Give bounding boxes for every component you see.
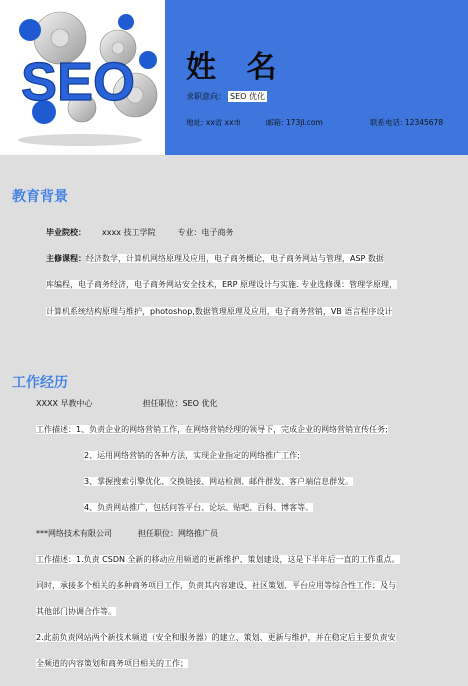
work-desc-1-line-2 [84,450,300,461]
work-desc-1-text-4: 4、负责网站推广，包括问答平台、论坛、贴吧、百科、博客等。 [84,503,314,512]
education-section-title: 教育背景 [12,189,68,205]
courses-text-3: 计算机系统结构原理与维护，photoshop,数据管理原理及应用，电子商务营销，VB 语言程序设计 [46,307,393,316]
work-section-title: 工作经历 [12,375,68,391]
address-text: 地址: xx省 xx市 [186,118,242,127]
work-desc-1-line-4 [84,502,313,513]
seo-gears-logo [0,0,165,155]
school-value: xxxx 技工学院 [102,228,156,237]
courses-line-2 [46,279,397,290]
major-text: 专业：电子商务 [177,228,234,237]
school-line [46,227,233,238]
courses-label: 主修课程： [46,254,86,263]
company-1-line [36,398,217,409]
job-intent [186,91,267,102]
work-desc-2-line-4 [36,632,396,643]
phone-text: 联系电话: 12345678 [370,118,444,127]
email-text: 邮箱: 173jl.com [266,118,323,127]
work-desc-2-text-2: 同时，承接多个相关的多种商务项目工作，负责其内容建设、社区策划、平台应用等综合性工作；及与 [36,581,396,590]
work-desc-1-text-3: 3、掌握搜索引擎优化、交换链接、网站检测、邮件群发、客户端信息群发。 [84,477,354,486]
work-desc-1-text-2: 2、运用网络营销的各种方法，实现企业指定的网络推广工作; [84,451,300,460]
work-desc-1-line-3 [84,476,353,487]
seo-logo-text: SEO [20,52,136,112]
courses-text-1: 经济数学，计算机网络原理及应用，电子商务概论，电子商务网站与管理，ASP 数据 [86,254,384,263]
courses-line-1 [46,253,384,264]
resume-name: 姓 名 [186,50,287,85]
company-2-position: 担任职位：网络推广员 [138,529,218,538]
company-1-position: 担任职位：SEO 优化 [142,399,218,408]
work-desc-2-text-5: 全频道的内容策划和商务项目相关的工作； [36,659,188,668]
company-2-line [36,528,218,539]
work-desc-2-line-1 [36,554,400,565]
work-desc-2-text-4: 2.此前负责网站两个新技术频道（安全和服务器）的建立、策划、更新与维护，并在稳定后主要负责安 [36,633,396,642]
company-2-name: ***网络技术有限公司 [36,529,112,538]
work-desc-2-text-3: 其他部门协调合作等。 [36,607,116,616]
resume-header [0,0,468,155]
work-desc-1-line-1 [36,424,388,435]
work-desc-2-line-3 [36,606,116,617]
work-desc-2-line-2 [36,580,396,591]
courses-line-3 [46,306,392,317]
job-intent-label: 求职意向： [186,92,226,101]
courses-text-2: 库编程，电子商务经济，电子商务网站安全技术，ERP 原理设计与实施. 专业选修课：管理学原理， [46,280,398,289]
work-desc-1-text-1: 工作描述：1、负责企业的网络营销工作，在网络营销经理的领导下，完成企业的网络营销宣传任务; [36,425,388,434]
work-desc-2-text-1: 工作描述：1.负责 CSDN 全新的移动应用频道的更新维护、策划建设，这是下半年后一直的工作重点。 [36,555,400,564]
school-label: 毕业院校： [46,228,86,237]
seo-gears-icon [0,0,165,155]
company-1-name: XXXX 早教中心 [36,399,93,408]
work-desc-2-line-5 [36,658,188,669]
job-intent-value: SEO 优化 [230,92,265,101]
